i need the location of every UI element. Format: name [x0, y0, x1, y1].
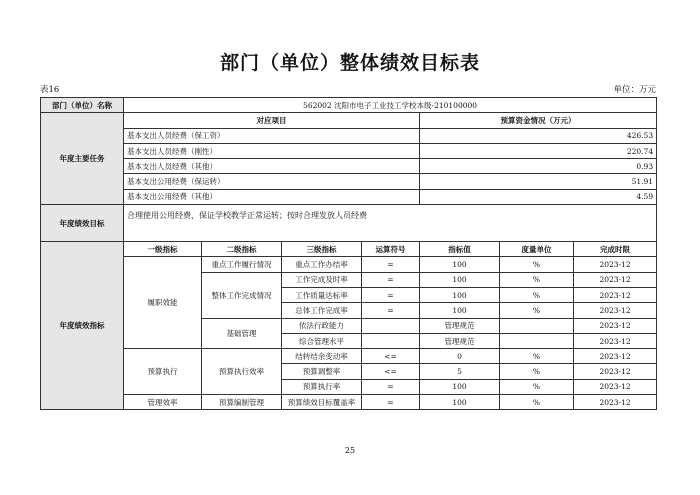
- header-level3: 三级指标: [282, 242, 362, 257]
- level1-cell: 管理效率: [124, 395, 202, 410]
- unit-cell: %: [500, 349, 574, 364]
- operator-cell: [362, 318, 420, 333]
- deadline-cell: 2023-12: [574, 287, 657, 302]
- table-row: [41, 257, 657, 272]
- header-level1: 一级指标: [124, 242, 202, 257]
- dept-name: 562002 沈阳市电子工业技工学校本级-210100000: [124, 98, 657, 113]
- header-deadline: 完成时限: [574, 242, 657, 257]
- level3-cell: 工作完成及时率: [282, 272, 362, 287]
- page-title: 部门（单位）整体绩效目标表: [219, 52, 480, 74]
- unit-cell: %: [500, 287, 574, 302]
- indicator-label: 年度绩效指标: [41, 242, 124, 410]
- unit-cell: [500, 333, 574, 348]
- table-number: 表16: [40, 85, 60, 95]
- deadline-cell: 2023-12: [574, 364, 657, 379]
- level3-cell: 总体工作完成率: [282, 303, 362, 318]
- deadline-cell: 2023-12: [574, 333, 657, 348]
- table-row: [41, 143, 657, 158]
- dept-row: [41, 98, 657, 113]
- unit-label: 单位：万元: [613, 85, 656, 95]
- level2-cell: 预算执行效率: [202, 349, 282, 395]
- unit-cell: %: [500, 395, 574, 410]
- level3-cell: 依法行政能力: [282, 318, 362, 333]
- deadline-cell: 2023-12: [574, 303, 657, 318]
- value-cell: 5: [420, 364, 500, 379]
- task-amount: 220.74: [420, 143, 657, 158]
- table-row: [41, 159, 657, 174]
- table-row: [41, 189, 657, 204]
- value-cell: 0: [420, 349, 500, 364]
- task-amount: 426.53: [420, 128, 657, 143]
- operator-cell: <=: [362, 349, 420, 364]
- col-item-header: 对应项目: [124, 113, 420, 128]
- header-value: 指标值: [420, 242, 500, 257]
- value-cell: 管理规范: [420, 318, 500, 333]
- level3-cell: 预算调整率: [282, 364, 362, 379]
- unit-cell: %: [500, 379, 574, 394]
- dept-label: 部门（单位）名称: [41, 98, 124, 113]
- task-amount: 51.91: [420, 174, 657, 189]
- deadline-cell: 2023-12: [574, 349, 657, 364]
- annual-goal-row: [41, 205, 657, 242]
- level2-cell: 预算编制管理: [202, 395, 282, 410]
- operator-cell: =: [362, 303, 420, 318]
- deadline-cell: 2023-12: [574, 272, 657, 287]
- value-cell: 100: [420, 287, 500, 302]
- value-cell: 100: [420, 303, 500, 318]
- task-item: 基本支出公用经费（其他）: [124, 189, 420, 204]
- task-item: 基本支出人员经费（保工资）: [124, 128, 420, 143]
- level1-cell: 预算执行: [124, 349, 202, 395]
- header-unit: 度量单位: [500, 242, 574, 257]
- level3-cell: 预算执行率: [282, 379, 362, 394]
- level3-cell: 重点工作办结率: [282, 257, 362, 272]
- operator-cell: =: [362, 379, 420, 394]
- operator-cell: =: [362, 395, 420, 410]
- operator-cell: <=: [362, 364, 420, 379]
- value-cell: 100: [420, 272, 500, 287]
- level2-cell: 基础管理: [202, 318, 282, 349]
- unit-cell: %: [500, 303, 574, 318]
- header-level2: 二级指标: [202, 242, 282, 257]
- level2-cell: 整体工作完成情况: [202, 272, 282, 318]
- unit-cell: %: [500, 257, 574, 272]
- deadline-cell: 2023-12: [574, 395, 657, 410]
- operator-cell: =: [362, 287, 420, 302]
- level1-cell: 履职效能: [124, 257, 202, 349]
- value-cell: 100: [420, 257, 500, 272]
- level3-cell: 工作质量达标率: [282, 287, 362, 302]
- value-cell: 100: [420, 395, 500, 410]
- header-operator: 运算符号: [362, 242, 420, 257]
- deadline-cell: 2023-12: [574, 257, 657, 272]
- deadline-cell: 2023-12: [574, 318, 657, 333]
- operator-cell: [362, 333, 420, 348]
- performance-table: [40, 97, 657, 410]
- unit-cell: [500, 318, 574, 333]
- unit-cell: %: [500, 272, 574, 287]
- annual-goal-text: 合理使用公用经费，保证学校教学正常运转；按时合理发放人员经费: [124, 205, 657, 242]
- task-item: 基本支出人员经费（其他）: [124, 159, 420, 174]
- annual-task-header-row: [41, 113, 657, 128]
- operator-cell: =: [362, 257, 420, 272]
- value-cell: 100: [420, 379, 500, 394]
- table-row: [41, 349, 657, 364]
- level3-cell: 预算绩效目标覆盖率: [282, 395, 362, 410]
- level3-cell: 结转结余变动率: [282, 349, 362, 364]
- annual-task-label: 年度主要任务: [41, 113, 124, 205]
- table-row: [41, 174, 657, 189]
- indicator-header-row: [41, 242, 657, 257]
- value-cell: 管理规范: [420, 333, 500, 348]
- page-number: 25: [344, 446, 356, 455]
- table-row: [41, 128, 657, 143]
- task-amount: 0.93: [420, 159, 657, 174]
- deadline-cell: 2023-12: [574, 379, 657, 394]
- col-fund-header: 预算资金情况（万元）: [420, 113, 657, 128]
- task-item: 基本支出人员经费（刚性）: [124, 143, 420, 158]
- table-row: [41, 395, 657, 410]
- level2-cell: 重点工作履行情况: [202, 257, 282, 272]
- task-amount: 4.59: [420, 189, 657, 204]
- annual-goal-label: 年度绩效目标: [41, 205, 124, 242]
- task-item: 基本支出公用经费（保运转）: [124, 174, 420, 189]
- level3-cell: 综合管理水平: [282, 333, 362, 348]
- unit-cell: %: [500, 364, 574, 379]
- operator-cell: =: [362, 272, 420, 287]
